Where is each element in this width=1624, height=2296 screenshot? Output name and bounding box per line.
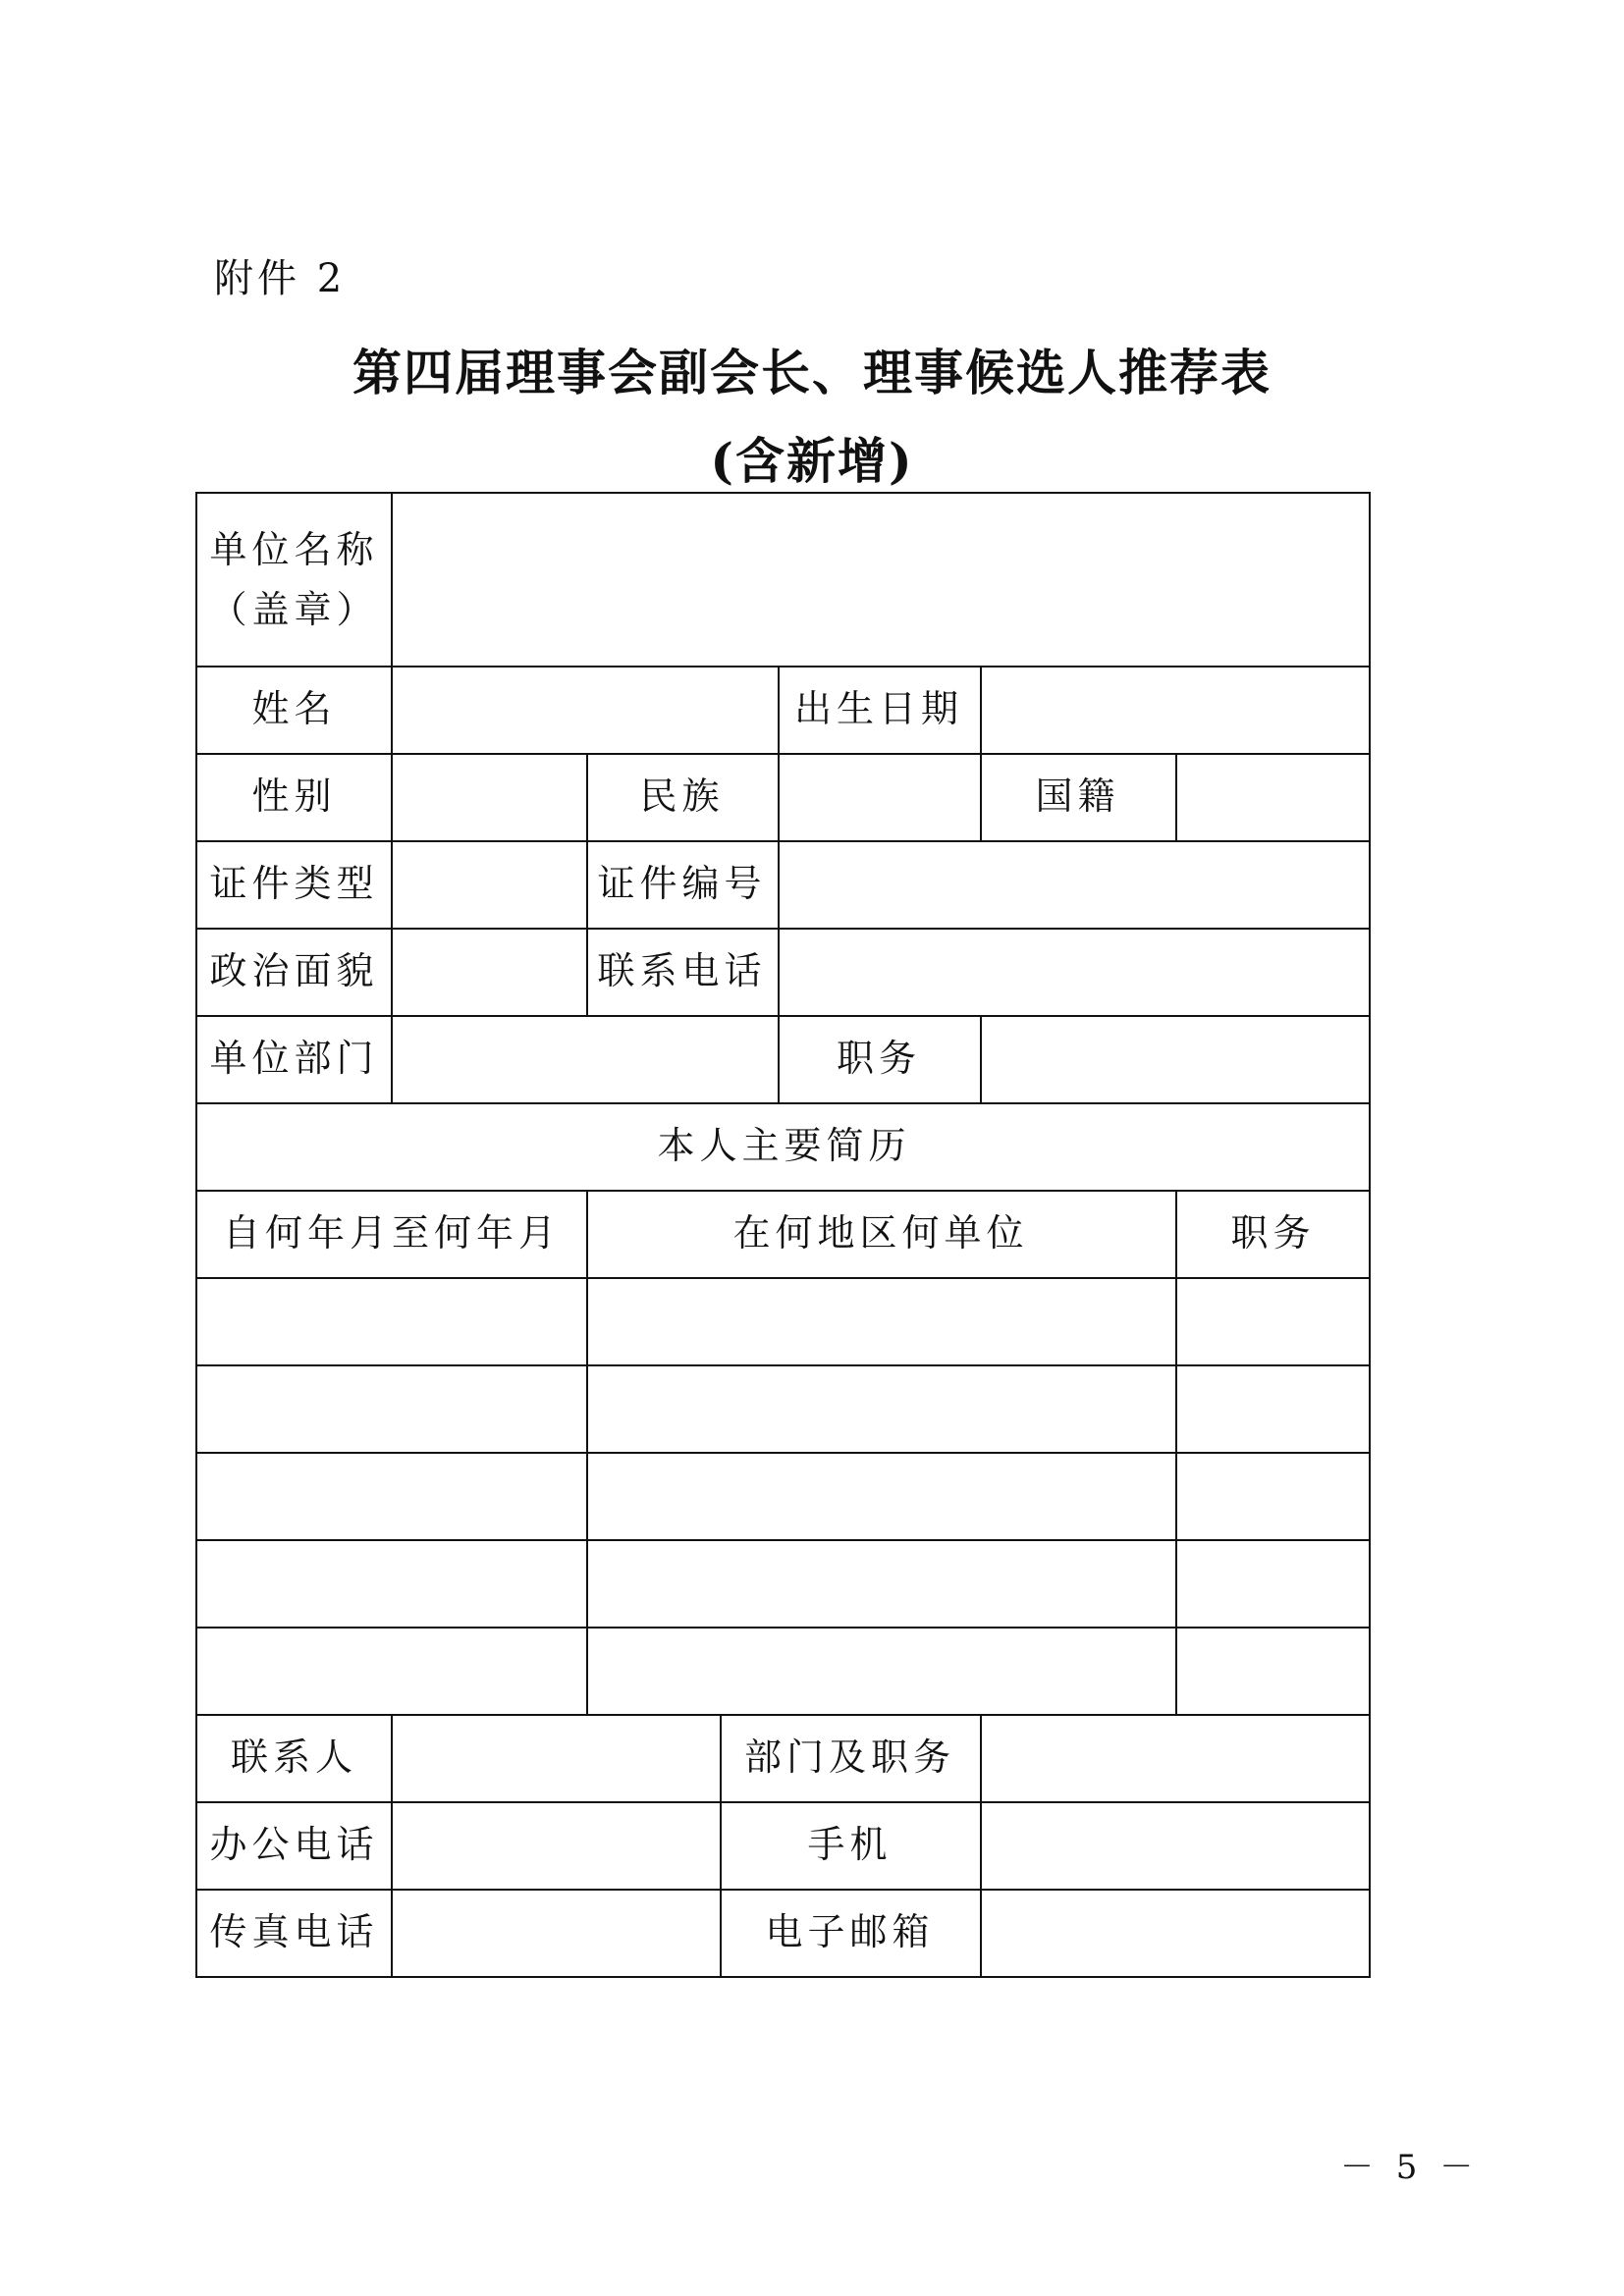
id-type-field[interactable]: [393, 840, 586, 928]
nationality-field[interactable]: [1177, 753, 1371, 840]
contact-person-label: 联系人: [230, 1735, 357, 1780]
resume-row-position-field[interactable]: [1177, 1539, 1371, 1627]
contact-dept-position-label: 部门及职务: [743, 1735, 955, 1780]
resume-heading: 本人主要简历: [657, 1124, 911, 1168]
resume-row-position-field[interactable]: [1177, 1364, 1371, 1452]
resume-row-position-field[interactable]: [1177, 1277, 1371, 1364]
department-field[interactable]: [393, 1015, 778, 1102]
resume-row-place-field[interactable]: [588, 1277, 1175, 1364]
email-label: 电子邮箱: [765, 1910, 935, 1954]
attachment-label: 附件 2: [214, 256, 347, 301]
resume-col-position: 职务: [1230, 1211, 1316, 1255]
page-number: － 5 －: [1340, 2148, 1480, 2187]
unit-name-label: [197, 494, 391, 666]
resume-row-period-field[interactable]: [197, 1364, 586, 1452]
resume-row-period-field[interactable]: [197, 1452, 586, 1539]
gender-label: 性别: [251, 774, 337, 819]
office-phone-field[interactable]: [393, 1801, 720, 1889]
fax-field[interactable]: [393, 1889, 720, 1976]
unit-name-seal-note: （盖章）: [209, 587, 379, 631]
unit-name-label-text: 单位名称: [209, 527, 379, 571]
office-phone-label: 办公电话: [209, 1823, 379, 1867]
fax-label: 传真电话: [209, 1910, 379, 1954]
mobile-field[interactable]: [982, 1801, 1371, 1889]
resume-row-period-field[interactable]: [197, 1277, 586, 1364]
resume-row-place-field[interactable]: [588, 1627, 1175, 1714]
resume-row-period-field[interactable]: [197, 1539, 586, 1627]
email-field[interactable]: [982, 1889, 1371, 1976]
nationality-label: 国籍: [1035, 774, 1120, 819]
phone-field[interactable]: [780, 928, 1371, 1015]
id-type-label: 证件类型: [209, 862, 379, 906]
id-number-field[interactable]: [780, 840, 1371, 928]
birth-date-label: 出生日期: [793, 687, 963, 731]
resume-col-place: 在何地区何单位: [732, 1211, 1029, 1255]
resume-row-place-field[interactable]: [588, 1539, 1175, 1627]
unit-name-field[interactable]: [393, 494, 1371, 666]
resume-row-position-field[interactable]: [1177, 1452, 1371, 1539]
page-title: 第四届理事会副会长、理事候选人推荐表: [352, 344, 1272, 401]
political-status-field[interactable]: [393, 928, 586, 1015]
ethnicity-field[interactable]: [780, 753, 980, 840]
contact-dept-position-field[interactable]: [982, 1714, 1371, 1801]
department-label: 单位部门: [209, 1037, 379, 1081]
contact-person-field[interactable]: [393, 1714, 720, 1801]
position-label: 职务: [836, 1037, 921, 1081]
birth-date-field[interactable]: [982, 666, 1371, 753]
page-subtitle: (含新增): [710, 432, 914, 490]
resume-row-place-field[interactable]: [588, 1452, 1175, 1539]
resume-col-period: 自何年月至何年月: [222, 1211, 561, 1255]
name-field[interactable]: [393, 666, 778, 753]
resume-row-place-field[interactable]: [588, 1364, 1175, 1452]
ethnicity-label: 民族: [639, 774, 725, 819]
recommendation-form: [195, 492, 1371, 1978]
phone-label: 联系电话: [597, 949, 767, 993]
position-field[interactable]: [982, 1015, 1371, 1102]
resume-row-period-field[interactable]: [197, 1627, 586, 1714]
name-label: 姓名: [251, 687, 337, 731]
political-status-label: 政治面貌: [209, 949, 379, 993]
mobile-label: 手机: [807, 1823, 893, 1867]
gender-field[interactable]: [393, 753, 586, 840]
id-number-label: 证件编号: [597, 862, 767, 906]
resume-row-position-field[interactable]: [1177, 1627, 1371, 1714]
